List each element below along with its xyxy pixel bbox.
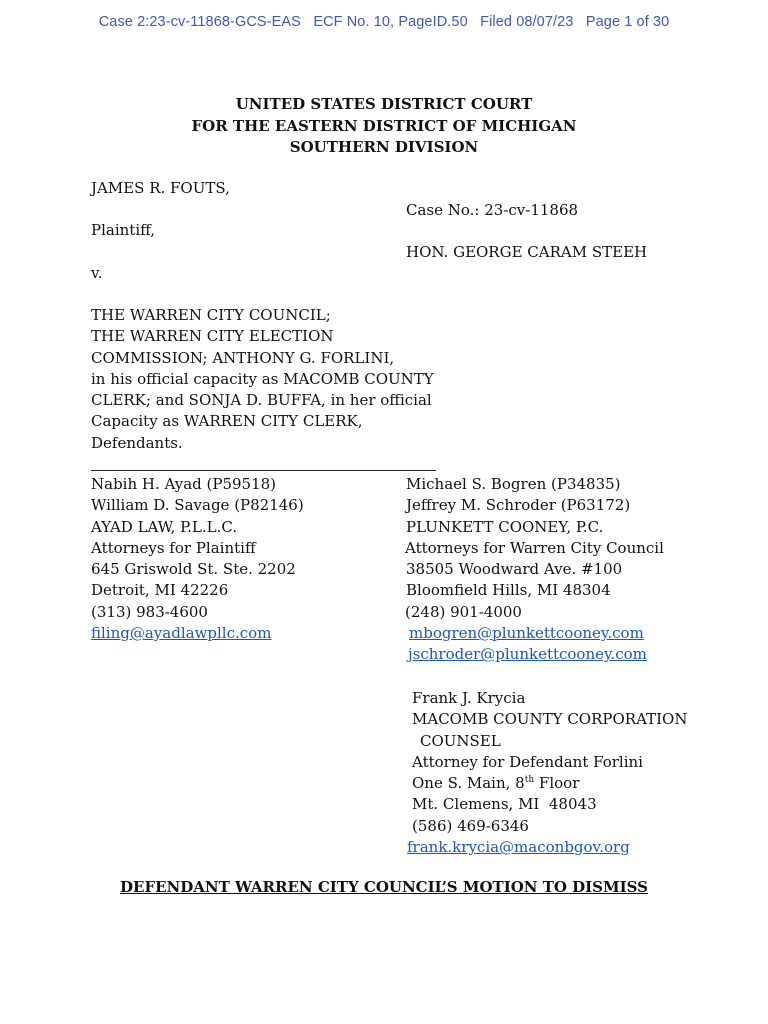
ordinal-suffix: th — [524, 775, 535, 786]
counsel-org-cont: COUNSEL — [420, 731, 501, 750]
defendant-line: Defendants. — [91, 433, 183, 452]
filed-date: Filed 08/07/23 — [480, 14, 574, 30]
address-text: One S. Main, 8 — [412, 774, 525, 793]
defendant-line: Capacity as WARREN CITY CLERK, — [91, 412, 363, 431]
counsel-line: William D. Savage (P82146) — [91, 496, 304, 515]
defendants-block — [91, 305, 434, 454]
defendant-line: in his official capacity as MACOMB COUNTY — [91, 369, 434, 388]
counsel-line: Jeffrey M. Schroder (P63172) — [406, 496, 631, 515]
case-number: Case No.: 23-cv-11868 — [406, 201, 579, 219]
counsel-line: Bloomfield Hills, MI 48304 — [406, 581, 611, 600]
plaintiff-label: Plaintiff, — [91, 221, 156, 239]
defendant-line: CLERK; and SONJA D. BUFFA, in her official — [91, 391, 432, 410]
court-line-2: FOR THE EASTERN DISTRICT OF MICHIGAN — [191, 116, 577, 135]
counsel-line: PLUNKETT COONEY, P.C. — [406, 517, 604, 536]
plaintiff-counsel-block — [91, 474, 304, 644]
plaintiff-email-link[interactable]: filing@ayadlawpllc.com — [91, 624, 272, 643]
address-suffix: Floor — [534, 774, 580, 793]
ecf-number: ECF No. 10, PageID.50 — [313, 14, 468, 30]
judge-name: HON. GEORGE CARAM STEEH — [406, 243, 648, 261]
council-counsel-block — [406, 474, 664, 666]
counsel-name: Frank J. Krycia — [412, 689, 526, 707]
counsel-line: Attorneys for Plaintiff — [91, 538, 256, 557]
schroder-email-link[interactable]: jschroder@plunkettcooney.com — [408, 645, 647, 664]
defendant-line: THE WARREN CITY COUNCIL; — [91, 306, 331, 324]
counsel-line: Detroit, MI 42226 — [91, 581, 229, 600]
counsel-line: (313) 983-4600 — [91, 602, 208, 621]
bogren-email-link[interactable]: mbogren@plunkettcooney.com — [409, 624, 644, 643]
counsel-line: 38505 Woodward Ave. #100 — [406, 560, 623, 579]
page-indicator: Page 1 of 30 — [585, 14, 670, 30]
county-counsel-block — [407, 688, 688, 858]
krycia-email-link[interactable]: frank.krycia@maconbgov.org — [407, 838, 630, 857]
counsel-address — [412, 773, 687, 794]
counsel-line: Michael S. Bogren (P34835) — [406, 475, 621, 493]
counsel-role: Attorney for Defendant Forlini — [412, 752, 643, 771]
counsel-line: (248) 901-4000 — [405, 602, 522, 621]
counsel-org: MACOMB COUNTY CORPORATION — [412, 710, 688, 729]
ecf-header-stamp — [0, 14, 768, 30]
defendant-line: COMMISSION; ANTHONY G. FORLINI, — [91, 348, 395, 367]
counsel-city: Mt. Clemens, MI 48043 — [412, 795, 597, 814]
counsel-line: 645 Griswold St. Ste. 2202 — [91, 560, 296, 579]
plaintiff-name: JAMES R. FOUTS, — [91, 179, 230, 197]
case-reference: Case 2:23-cv-11868-GCS-EAS — [98, 14, 301, 30]
court-line-3: SOUTHERN DIVISION — [289, 138, 479, 156]
motion-title: DEFENDANT WARREN CITY COUNCIL’S MOTION TO DISMISS — [120, 878, 648, 896]
counsel-line: Attorneys for Warren City Council — [405, 538, 664, 557]
counsel-line: Nabih H. Ayad (P59518) — [91, 475, 277, 493]
court-heading — [0, 94, 768, 159]
court-line-1: UNITED STATES DISTRICT COURT — [235, 95, 533, 113]
counsel-line: AYAD LAW, P.L.L.C. — [91, 517, 238, 536]
versus: v. — [91, 264, 103, 282]
counsel-phone: (586) 469-6346 — [412, 816, 529, 835]
caption-divider — [91, 470, 436, 471]
defendant-line: THE WARREN CITY ELECTION — [91, 327, 334, 346]
